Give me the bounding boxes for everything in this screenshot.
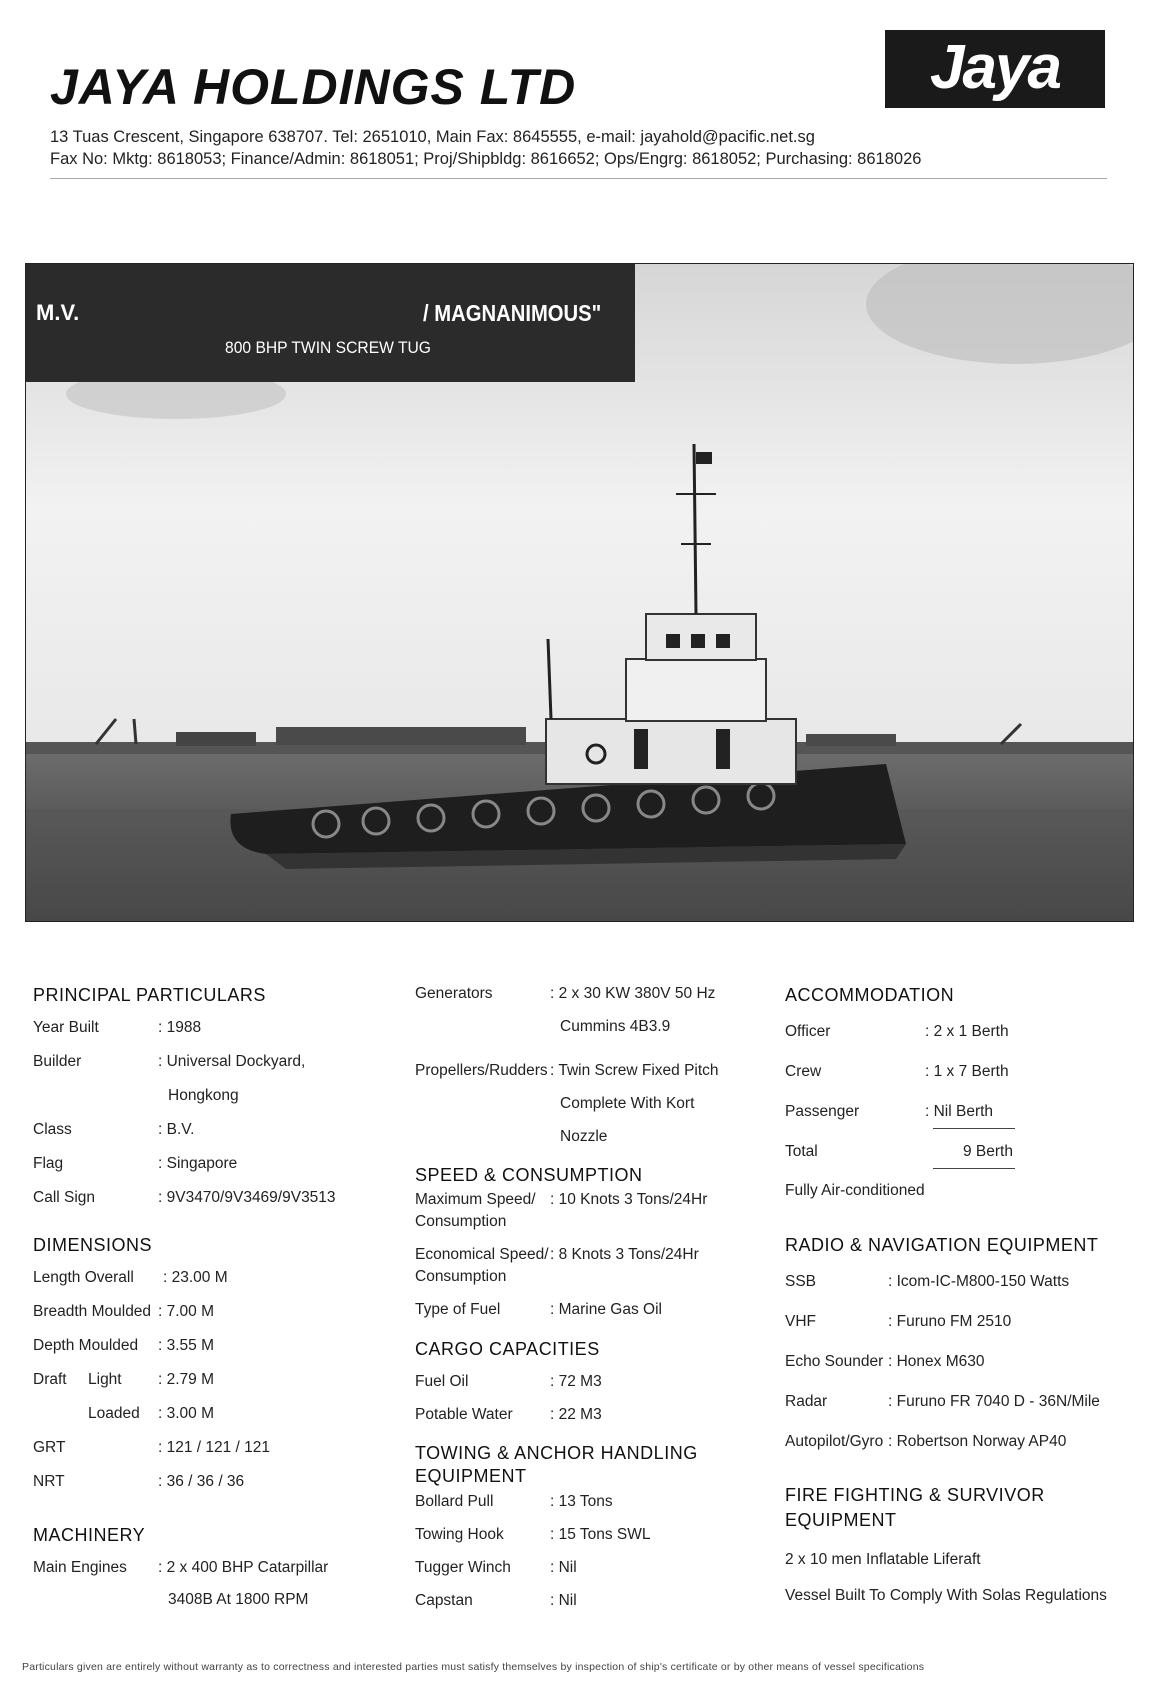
header-divider [50,178,1107,179]
value: : 2 x 1 Berth [925,1023,1009,1040]
label: Economical Speed/ [415,1246,549,1263]
value: : 3.00 M [158,1405,214,1422]
label: Consumption [415,1213,507,1230]
label: Draft [33,1371,67,1388]
fire-heading-2: EQUIPMENT [785,1510,897,1530]
value: : 10 Knots 3 Tons/24Hr [550,1191,708,1208]
address-line: 13 Tuas Crescent, Singapore 638707. Tel: 2651010, Main Fax: 8645555, e-mail: jayahold@pacific.net.sg [50,128,815,146]
value: : 2 x 30 KW 380V 50 Hz [550,985,716,1002]
cargo-heading: CARGO CAPACITIES [415,1339,600,1359]
label: Length Overall [33,1269,134,1286]
value: : Nil Berth [925,1103,994,1120]
radio-heading: RADIO & NAVIGATION EQUIPMENT [785,1235,1099,1255]
machinery-heading: MACHINERY [33,1525,146,1545]
value: : Twin Screw Fixed Pitch [550,1062,719,1079]
label: Main Engines [33,1559,127,1576]
label: Maximum Speed/ [415,1191,536,1208]
value: : Nil [550,1559,577,1576]
company-name: JAYA HOLDINGS LTD [50,59,577,115]
value: : 22 M3 [550,1406,602,1423]
value: 2 x 10 men Inflatable Liferaft [785,1551,981,1568]
value: : Furuno FM 2510 [888,1313,1012,1330]
value: : 2 x 400 BHP Catarpillar [158,1559,329,1576]
value: : 15 Tons SWL [550,1526,651,1543]
value: Vessel Built To Comply With Solas Regulations [785,1587,1107,1604]
value: Nozzle [560,1128,608,1145]
value: : Singapore [158,1155,238,1172]
label: Fuel Oil [415,1373,469,1390]
speed-heading: SPEED & CONSUMPTION [415,1165,643,1185]
label: NRT [33,1473,65,1490]
sublabel: Loaded [88,1405,140,1422]
value: : B.V. [158,1121,195,1138]
label: Towing Hook [415,1526,504,1543]
label: Year Built [33,1019,99,1036]
value: Cummins 4B3.9 [560,1018,671,1035]
label: Bollard Pull [415,1493,494,1510]
label: Potable Water [415,1406,513,1423]
value: : Robertson Norway AP40 [888,1433,1067,1450]
vessel-prefix: M.V. [36,300,80,325]
value: : 23.00 M [163,1269,228,1286]
towing-heading: TOWING & ANCHOR HANDLING [415,1443,698,1463]
value: : Icom-IC-M800-150 Watts [888,1273,1070,1290]
label: Radar [785,1393,828,1410]
value: Complete With Kort [560,1095,695,1112]
label: Generators [415,985,493,1002]
value: : Nil [550,1592,577,1609]
label: Total [785,1143,818,1160]
value: : 13 Tons [550,1493,613,1510]
label: Flag [33,1155,64,1172]
label: Propellers/Rudders [415,1062,548,1079]
label: Echo Sounder [785,1353,884,1370]
disclaimer: Particulars given are entirely without warranty as to correctness and interested parties must satisfy themselves by inspection of ship's certificate or by other means of vessel specifications [22,1661,925,1673]
vessel-photo [25,263,1134,922]
value: : Marine Gas Oil [550,1301,662,1318]
accommodation-heading: ACCOMMODATION [785,985,955,1005]
total-divider [933,1128,1015,1129]
sublabel: Light [88,1371,122,1388]
value: 3408B At 1800 RPM [168,1591,309,1608]
label: Builder [33,1053,82,1070]
value: : 8 Knots 3 Tons/24Hr [550,1246,699,1263]
label: Breadth Moulded [33,1303,152,1320]
label: Passenger [785,1103,860,1120]
value: : Universal Dockyard, [158,1053,306,1070]
fire-heading: FIRE FIGHTING & SURVIVOR [785,1485,1045,1505]
value: : 36 / 36 / 36 [158,1473,245,1490]
label: Crew [785,1063,822,1080]
label: Consumption [415,1268,507,1285]
fax-line: Fax No: Mktg: 8618053; Finance/Admin: 8618051; Proj/Shipbldg: 8616652; Ops/Engrg: 8618052; Purchasing: 8618026 [50,150,922,168]
label: SSB [785,1273,817,1290]
value: : 3.55 M [158,1337,214,1354]
dimensions-heading: DIMENSIONS [33,1235,153,1255]
principal-heading: PRINCIPAL PARTICULARS [33,985,266,1005]
value: : 1988 [158,1019,202,1036]
label: Autopilot/Gyro [785,1433,884,1450]
value: : 7.00 M [158,1303,214,1320]
value: : 1 x 7 Berth [925,1063,1009,1080]
jaya-logo: Jaya [885,30,1105,108]
value: : 121 / 121 / 121 [158,1439,271,1456]
value: : 9V3470/9V3469/9V3513 [158,1189,336,1206]
vessel-type: 800 BHP TWIN SCREW TUG [225,338,431,357]
value: : 2.79 M [158,1371,214,1388]
value: : Honex M630 [888,1353,985,1370]
total-underline [933,1168,1015,1169]
value: 9 Berth [963,1143,1013,1160]
label: Capstan [415,1592,473,1609]
label: Call Sign [33,1189,96,1206]
label: Class [33,1121,72,1138]
label: Type of Fuel [415,1301,501,1318]
value: : Furuno FR 7040 D - 36N/Mile [888,1393,1100,1410]
vessel-name: / MAGNANIMOUS" [423,300,602,326]
value: Fully Air-conditioned [785,1182,925,1199]
label: Officer [785,1023,831,1040]
label: Depth Moulded [33,1337,139,1354]
value: : 72 M3 [550,1373,602,1390]
value: Hongkong [168,1087,239,1104]
label: GRT [33,1439,66,1456]
label: VHF [785,1313,816,1330]
towing-heading-2: EQUIPMENT [415,1466,527,1486]
label: Tugger Winch [415,1559,511,1576]
